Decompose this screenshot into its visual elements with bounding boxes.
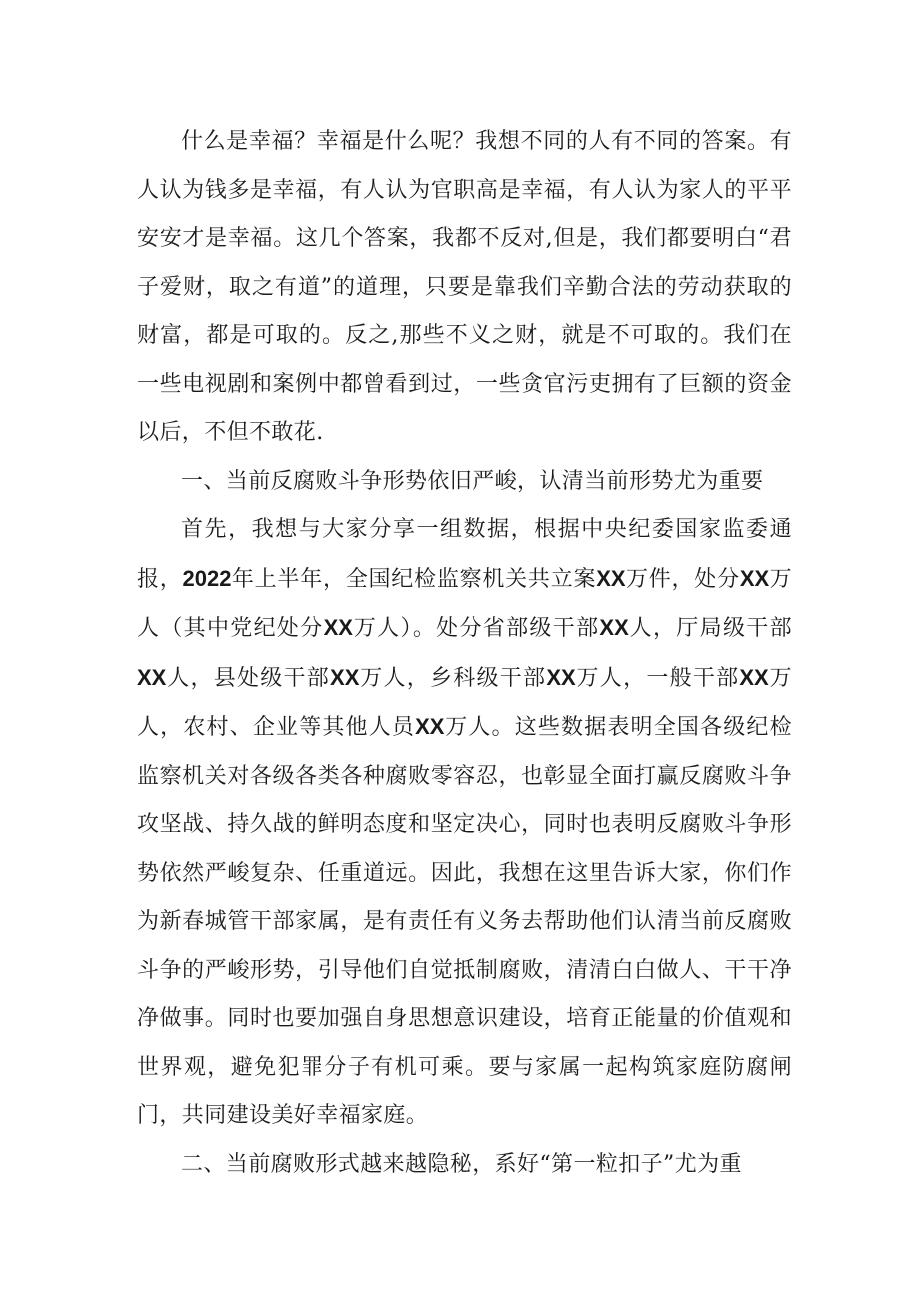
number-run: 2022	[182, 565, 232, 591]
number-run: XX	[739, 565, 770, 591]
text-run: 万人。这些数据表明全国各级纪检监察机关对各级各类各种腐败零容忍，也彰显全面打赢反腐败斗争攻坚战、持久战的鲜明态度和坚定决心，同时也表明反腐败斗争形势依然严峻复杂、任重道远。因此，我想在这里告诉大家，你们作为新春城管干部家属，是有责任有义务去帮助他们认清当前反腐败斗争的严峻形势，引导他们自觉抵制腐败，清清白白做人、干干净净做事。同时也要加强自身思想意识建设，培育正能量的价值观和世界观，避免犯罪分子有机可乘。要与家属一起构筑家庭防腐闸门，共同建设美好幸福家庭。	[137, 715, 792, 1128]
text-run: 万人）。处分省部级干部	[352, 616, 600, 641]
number-run: XX	[330, 664, 360, 690]
document-body	[137, 118, 792, 1189]
text-run: 万人（其中党纪处分	[137, 566, 792, 641]
text-run: 万人，农村、企业等其他人员	[137, 665, 792, 740]
text-run: 万人，一般干部	[575, 665, 740, 691]
text-run: 年上半年，全国纪检监察机关共立案	[231, 566, 597, 592]
number-run: XX	[596, 565, 626, 591]
text-run: 万人，乡科级干部	[359, 665, 547, 691]
text-run: 万件，处分	[625, 566, 740, 592]
statistics-paragraph	[137, 506, 792, 1141]
section-heading-1: 一、当前反腐败斗争形势依旧严峻，认清当前形势尤为重要	[181, 468, 764, 494]
number-run: XX	[415, 714, 445, 739]
section-heading-2: 二、当前腐败形式越来越隐秘，系好“第一粒扣子”尤为重	[181, 1151, 742, 1177]
text-run: 人，县处级干部	[166, 665, 331, 691]
intro-paragraph: 什么是幸福？幸福是什么呢？我想不同的人有不同的答案。有人认为钱多是幸福，有人认为官职高是幸福，有人认为家人的平平安安才是幸福。这几个答案，我都不反对,但是，我们都要明白“君子爱财，取之有道”的道理，只要是靠我们辛勤合法的劳动获取的财富，都是可取的。反之,那些不义之财，就是不可取的。我们在一些电视剧和案例中都曾看到过，一些贪官污吏拥有了巨额的资金以后，不但不敢花.	[137, 129, 792, 445]
text-run: 人，厅局级干部	[628, 616, 792, 641]
number-run: XX	[137, 664, 167, 690]
number-run: XX	[323, 615, 353, 640]
number-run: XX	[546, 664, 576, 690]
number-run: XX	[599, 615, 629, 640]
number-run: XX	[739, 664, 769, 690]
text-run: 首先，我想与大家分享一组数据，根据中央纪委国家监委通报，	[137, 517, 792, 592]
